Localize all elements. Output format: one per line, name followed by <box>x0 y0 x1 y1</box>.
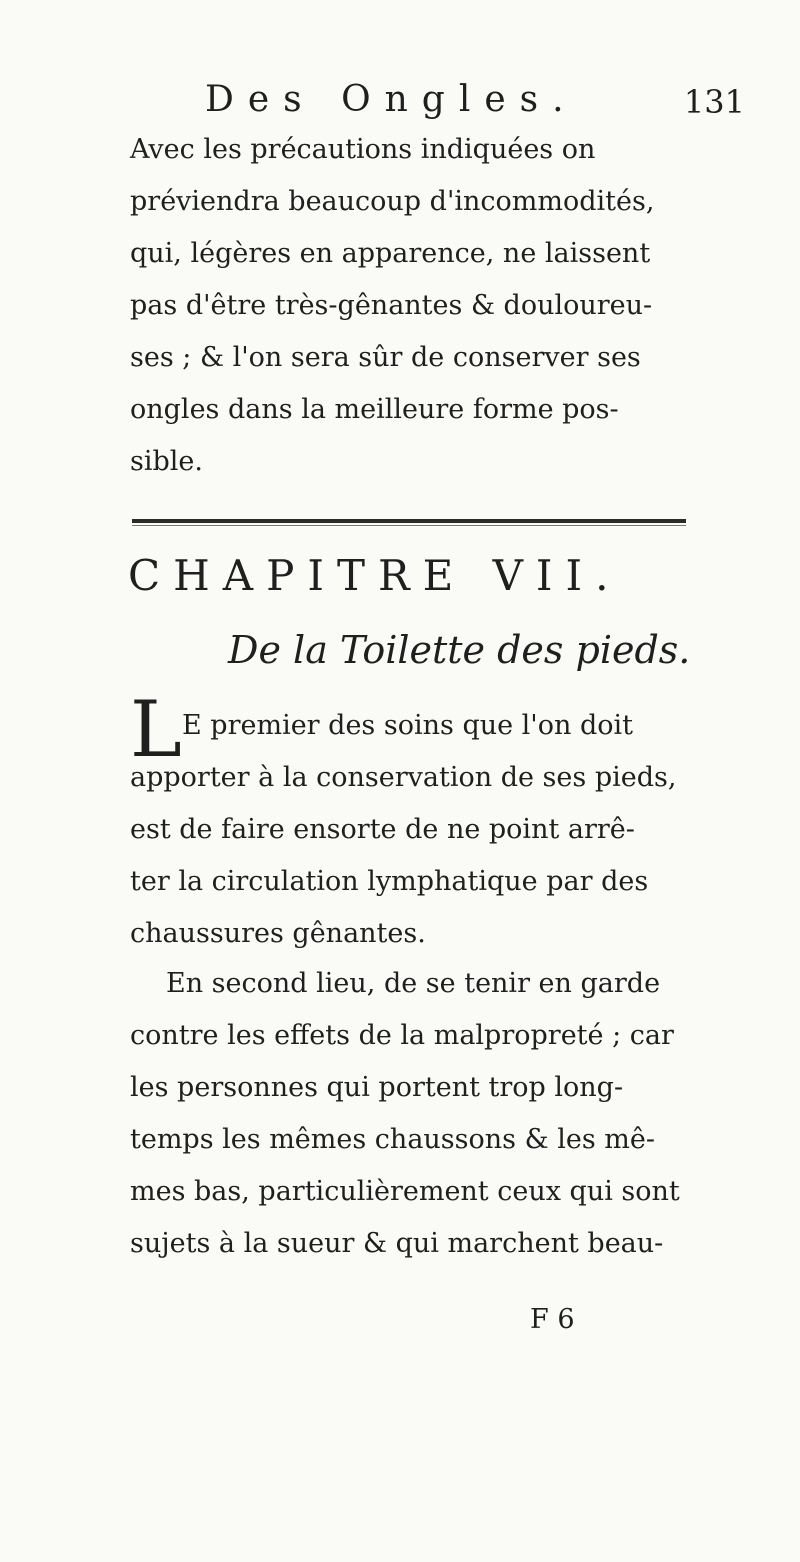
drop-cap: L <box>130 685 182 775</box>
paragraph-precautions <box>130 124 690 488</box>
text-line: qui, légères en apparence, ne laissent <box>130 238 651 269</box>
text-line: E premier des soins que l'on doit <box>182 710 633 741</box>
text-line: ses ; & l'on sera sûr de conserver ses <box>130 342 641 373</box>
running-head <box>205 78 745 128</box>
text-line: En second lieu, de se tenir en garde <box>166 968 661 999</box>
text-line: temps les mêmes chaussons & les mê- <box>130 1124 655 1155</box>
text-line: contre les effets de la malpropreté ; car <box>130 1020 674 1051</box>
paragraph-first-care <box>130 700 690 960</box>
section-rule <box>132 519 686 523</box>
signature-mark: F 6 <box>530 1304 575 1335</box>
text-line: Avec les précautions indiquées on <box>130 134 596 165</box>
text-line: chaussures gênantes. <box>130 918 426 949</box>
running-title: Des Ongles. <box>205 79 578 120</box>
chapter-heading: CHAPITRE VII. <box>128 551 622 600</box>
text-line: sible. <box>130 446 203 477</box>
text-line: les personnes qui portent trop long- <box>130 1072 624 1103</box>
text-line: apporter à la conservation de ses pieds, <box>130 762 677 793</box>
chapter-subtitle: De la Toilette des pieds. <box>228 628 691 672</box>
text-line: préviendra beaucoup d'incommodités, <box>130 186 655 217</box>
text-line: est de faire ensorte de ne point arrê- <box>130 814 635 845</box>
text-line: sujets à la sueur & qui marchent beau- <box>130 1228 664 1259</box>
text-line: mes bas, particulièrement ceux qui sont <box>130 1176 680 1207</box>
text-line: pas d'être très-gênantes & douloureu- <box>130 290 653 321</box>
page-number: 131 <box>683 83 745 121</box>
paragraph-second-care <box>130 958 690 1270</box>
text-line: ter la circulation lymphatique par des <box>130 866 649 897</box>
text-line: ongles dans la meilleure forme pos- <box>130 394 619 425</box>
